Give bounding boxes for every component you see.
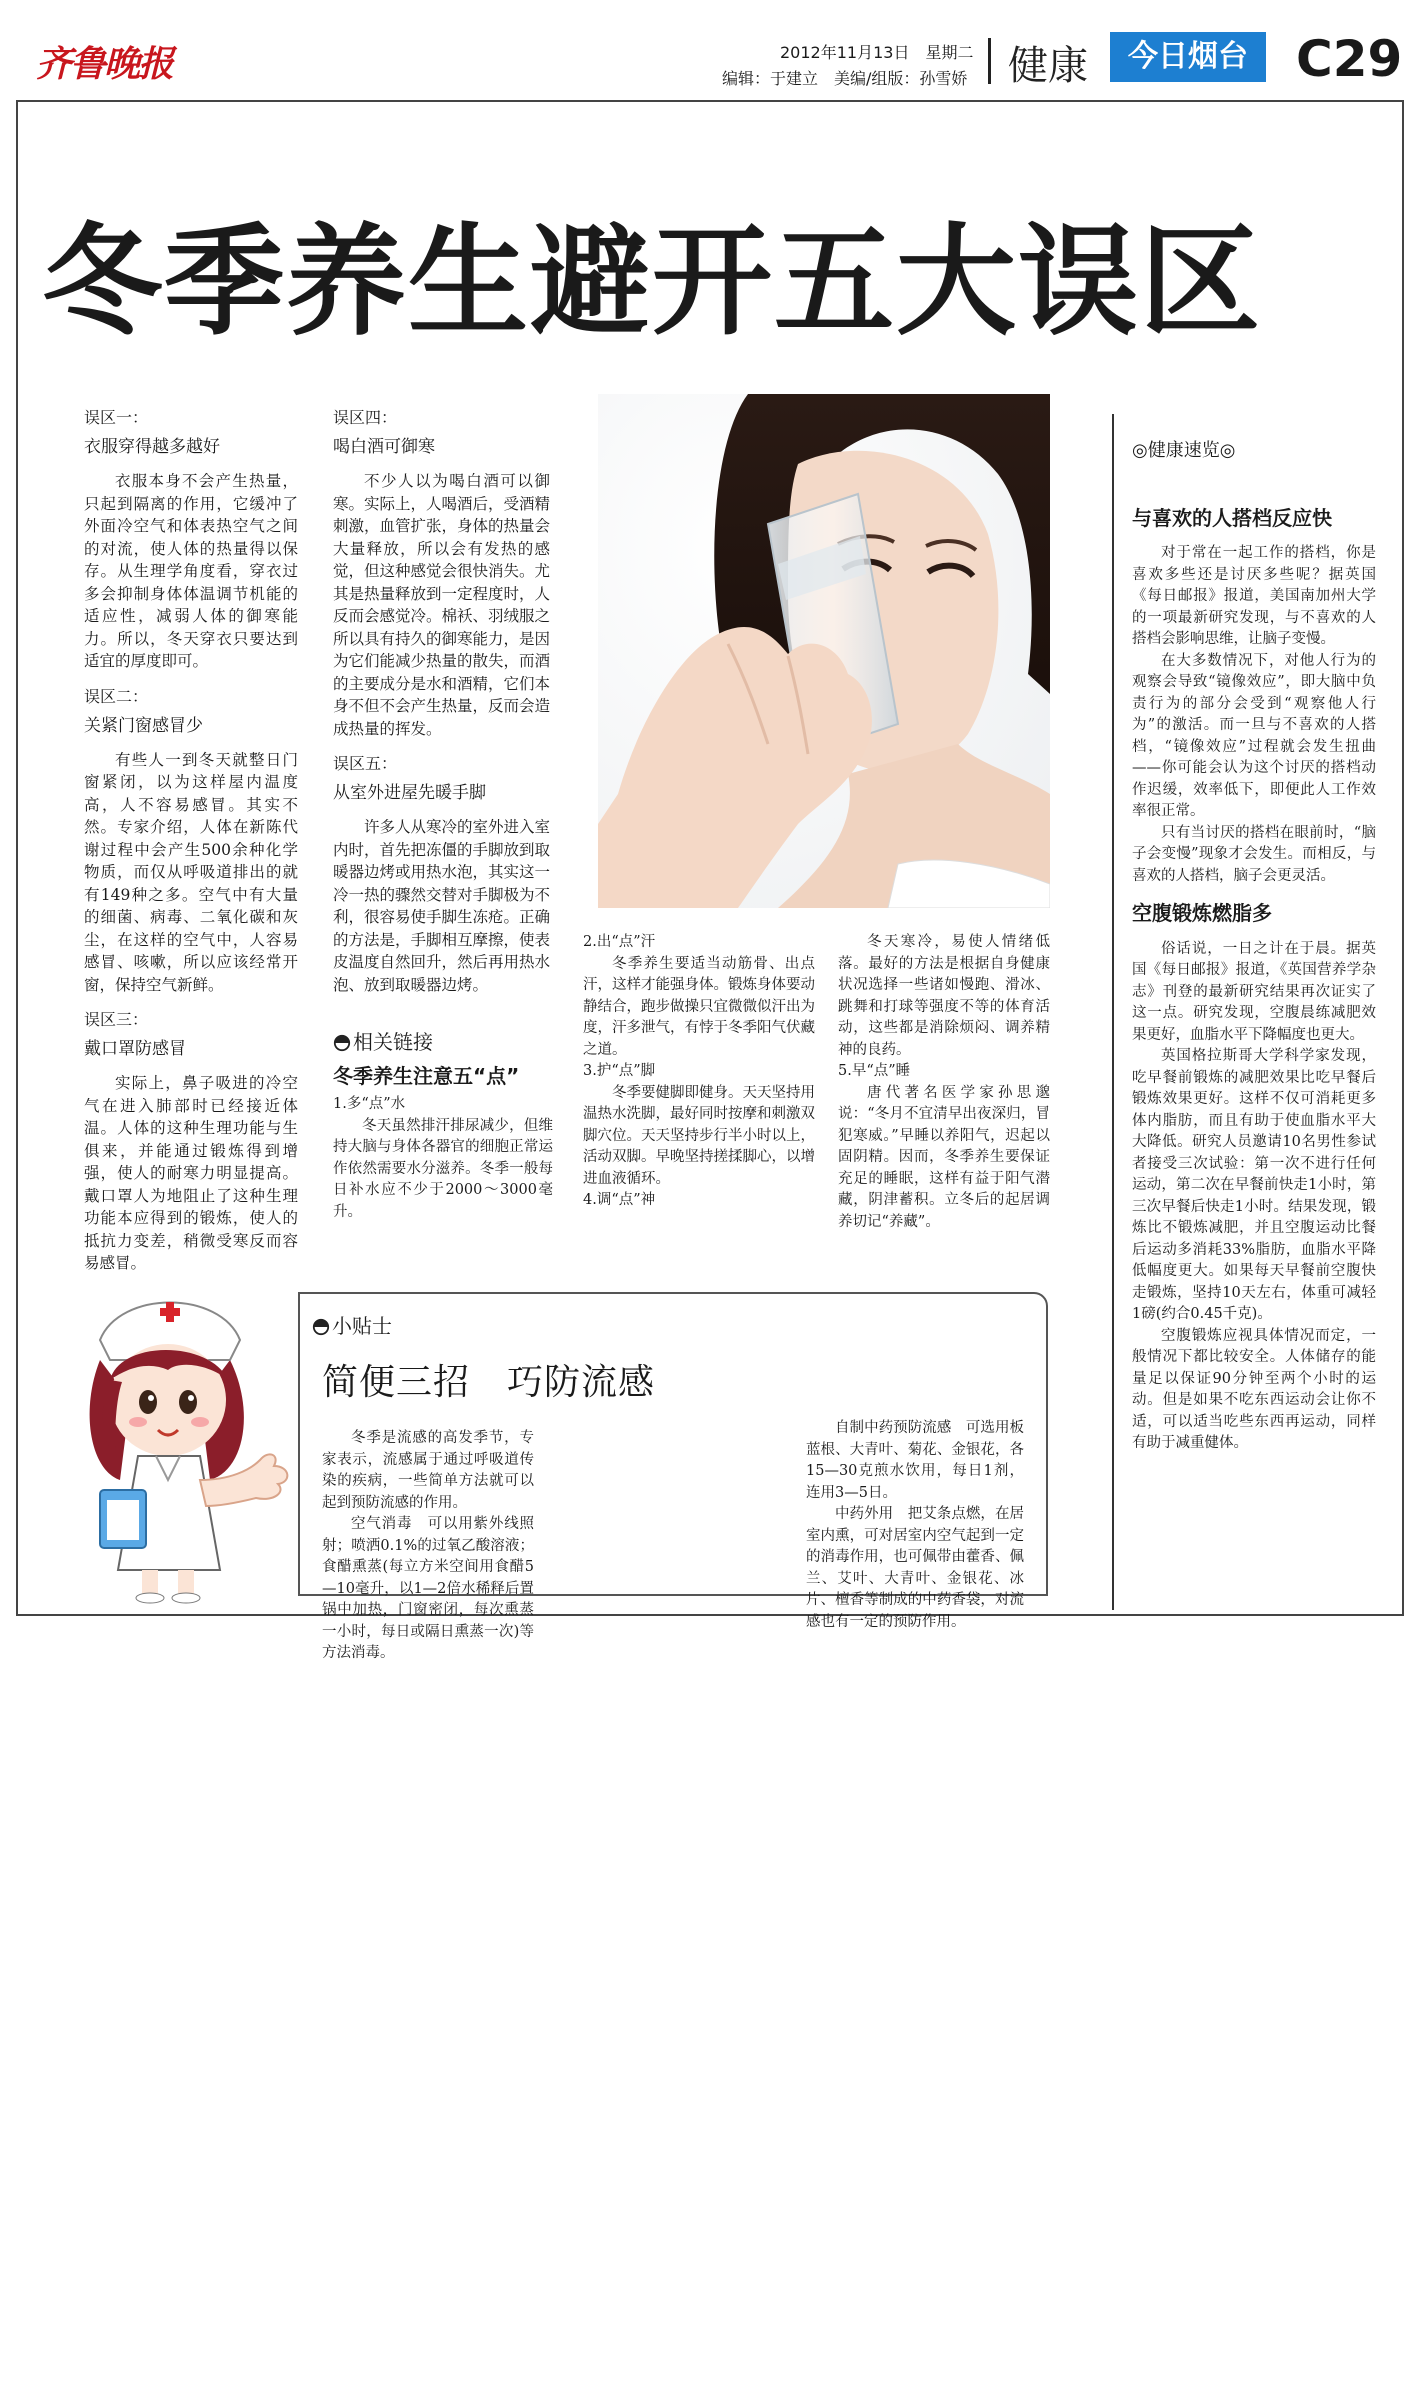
page-number: C29 bbox=[1296, 30, 1403, 88]
brief-1-title: 与喜欢的人搭档反应快 bbox=[1132, 505, 1332, 530]
tips-intro: 冬季是流感的高发季节，专家表示，流感属于通过呼吸道传染的疾病，一些简单方法就可以起到预防流感的作用。 bbox=[322, 1430, 534, 1511]
related-links-header bbox=[333, 1026, 563, 1055]
related-item-5-title: 5.早“点”睡 bbox=[838, 1063, 911, 1079]
tips-column-3 bbox=[806, 1418, 1024, 1633]
nurse-cartoon-icon bbox=[60, 1270, 296, 1604]
myth-2-title: 关紧门窗感冒少 bbox=[84, 715, 203, 736]
health-briefs-header: ◎健康速览◎ bbox=[1132, 440, 1236, 461]
related-item-5-body: 唐代著名医学家孙思邈说：“冬月不宜清早出夜深归，冒犯寒威。”早睡以养阳气，迟起以固阴精。因而，冬季养生要保证充足的睡眠，这样有益于阳气潜藏，阴津蓄积。立冬后的起居调养切记“养藏”。 bbox=[838, 1084, 1050, 1230]
brief-2-title: 空腹锻炼燃脂多 bbox=[1132, 901, 1272, 925]
edition-badge: 今日烟台 bbox=[1110, 32, 1266, 82]
brief-1-paragraph-3: 只有当讨厌的搭档在眼前时，“脑子会变慢”现象才会发生。而相反，与喜欢的人搭档，脑子会更灵活。 bbox=[1132, 824, 1376, 884]
related-items-4-5 bbox=[838, 932, 1050, 1233]
main-headline: 冬季养生避开五大误区 bbox=[42, 213, 1262, 352]
related-item-2-title: 2.出“点”汗 bbox=[583, 934, 656, 950]
myth-1-body: 衣服本身不会产生热量，只起到隔离的作用，它缓冲了外面冷空气和体表热空气之间的对流，使人体的热量得以保存。从生理学角度看，穿衣过多会抑制身体体温调节机能的适应性，减弱人体的御寒能力。所以，冬天穿衣只要达到适宜的厚度即可。 bbox=[84, 472, 298, 670]
tips-title: 简便三招 巧防流感 bbox=[322, 1362, 656, 1403]
half-circle-icon bbox=[312, 1318, 330, 1336]
related-item-3-title: 3.护“点”脚 bbox=[583, 1063, 656, 1079]
myth-3-label: 误区三： bbox=[84, 1010, 149, 1029]
related-item-4-title: 4.调“点”神 bbox=[583, 1192, 656, 1208]
myth-5-label: 误区五： bbox=[333, 754, 398, 773]
newspaper-masthead: 齐鲁晚报 bbox=[36, 43, 173, 85]
brief-1-paragraph-1: 对于常在一起工作的搭档，你是喜欢多些还是讨厌多些呢？据英国《每日邮报》报道，美国南加州大学的一项最新研究发现，与不喜欢的人搭档会影响思维，让脑子变慢。 bbox=[1132, 545, 1376, 647]
myth-3-title: 戴口罩防感冒 bbox=[84, 1039, 186, 1059]
woman-drinking-water-photo bbox=[598, 394, 1050, 908]
myths-column-2 bbox=[333, 406, 550, 996]
related-item-1 bbox=[333, 1094, 553, 1223]
myths-column-1 bbox=[84, 406, 298, 1275]
related-item-1-title: 1.多“点”水 bbox=[333, 1096, 406, 1112]
issue-date: 2012年11月13日 星期二 bbox=[780, 43, 974, 62]
related-item-4-body: 冬天寒冷，易使人情绪低落。最好的方法是根据自身健康状况选择一些诸如慢跑、滑冰、跳舞和打球等强度不等的体育活动，这些都是消除烦闷、调养精神的良药。 bbox=[838, 934, 1050, 1058]
brief-2-paragraph-3: 空腹锻炼应视具体情况而定，一般情况下都比较安全。人体储存的能量足以保证90分钟至两个小时的运动。但是如果不吃东西运动会让你不适，可以适当吃些东西再运动，同样有助于减重健体。 bbox=[1132, 1327, 1376, 1451]
related-item-1-body: 冬天虽然排汗排尿减少，但维持大脑与身体各器官的细胞正常运作依然需要水分滋养。冬季一般每日补水应不少于2000～3000毫升。 bbox=[333, 1117, 553, 1220]
related-item-3-body: 冬季要健脚即健身。天天坚持用温热水洗脚，最好同时按摩和刺激双脚穴位。天天坚持步行半小时以上，活动双脚。早晚坚持搓揉脚心，以增进血液循环。 bbox=[583, 1084, 815, 1187]
myth-1-title: 衣服穿得越多越好 bbox=[84, 437, 220, 457]
nurse-cartoon-illustration bbox=[60, 1270, 296, 1604]
tips-column-1 bbox=[322, 1428, 534, 1665]
brief-2-paragraph-2: 英国格拉斯哥大学科学家发现，吃早餐前锻炼的减肥效果比吃早餐后锻炼效果更好。这样不仅可消耗更多体内脂肪，而且有助于使血脂水平大大降低。研究人员邀请10名男性参试者接受三次试验：第一次不进行任何运动，第二次在早餐前快走1小时，第三次早餐后快走1小时。结果发现，锻炼比不锻炼减肥，并且空腹运动比餐后运动多消耗33%脂肪，血脂水平降低幅度更大。如果每天早餐前空腹快走锻炼，坚持10天左右，体重可减轻1磅(约合0.45千克)。 bbox=[1132, 1048, 1376, 1322]
brief-1-paragraph-2: 在大多数情况下，对他人行为的观察会导致“镜像效应”，即大脑中负责行为的部分会受到“观察他人行为”的激活。而一旦与不喜欢的人搭档，“镜像效应”过程就会发生扭曲——你可能会认为这个讨厌的搭档动作迟缓，效率低下，即便此人工作效率很正常。 bbox=[1132, 652, 1376, 819]
brief-2-paragraph-1: 俗话说，一日之计在于晨。据英国《每日邮报》报道，《英国营养学杂志》刊登的最新研究结果再次证实了这一点。研究发现，空腹晨练减肥效果更好，血脂水平下降幅度也更大。 bbox=[1132, 940, 1376, 1043]
myth-2-body: 有些人一到冬天就整日门窗紧闭，以为这样屋内温度高，人不容易感冒。其实不然。专家介绍，人体在新陈代谢过程中会产生500余种化学物质，而仅从呼吸道排出的就有149种之多。空气中有大量的细菌、病毒、二氧化碳和灰尘，在这样的空气中，人容易感冒、咳嗽，所以应该经常开窗，保持空气新鲜。 bbox=[84, 750, 298, 994]
myth-5-title: 从室外进屋先暖手脚 bbox=[333, 783, 486, 803]
myth-5-body: 许多人从寒冷的室外进入室内时，首先把冻僵的手脚放到取暖器边烤或用热水泡，其实这一冷一热的骤然交替对手脚极为不利，很容易使手脚生冻疮。正确的方法是，手脚相互摩擦，使表皮温度自然回升，然后再用热水泡、放到取暖器边烤。 bbox=[333, 818, 551, 994]
tip-external-body: 把艾条点燃，在居室内熏，可对居室内空气起到一定的消毒作用，也可佩带由藿香、佩兰、艾叶、大青叶、金银花、冰片、檀香等制成的中药香袋，对流感也有一定的预防作用。 bbox=[806, 1506, 1025, 1630]
myth-3-body: 实际上，鼻子吸进的冷空气在进入肺部时已经接近体温。人体的这种生理功能与生俱来，并能通过锻炼得到增强，使人的耐寒力明显提高。戴口罩人为地阻止了这种生理功能本应得到的锻炼，使人的抵抗力变差，稍微受寒反而容易感冒。 bbox=[84, 1074, 298, 1272]
section-name: 健康 bbox=[1008, 43, 1088, 89]
related-items-2-4 bbox=[583, 932, 815, 1212]
related-links-label: 相关链接 bbox=[353, 1030, 433, 1054]
tips-header bbox=[312, 1310, 392, 1339]
myth-4-label: 误区四： bbox=[333, 408, 398, 427]
tip-air-disinfection-lead: 空气消毒 bbox=[351, 1516, 413, 1532]
health-briefs-column bbox=[1132, 440, 1376, 1455]
right-column-divider bbox=[1112, 414, 1114, 1610]
tips-header-label: 小贴士 bbox=[332, 1314, 392, 1338]
tip-herbal-lead: 自制中药预防流感 bbox=[835, 1420, 952, 1436]
tip-external-lead: 中药外用 bbox=[835, 1506, 894, 1522]
myth-4-body: 不少人以为喝白酒可以御寒。实际上，人喝酒后，受酒精刺激，血管扩张，身体的热量会大量释放，所以会有发热的感觉，但这种感觉会很快消失。尤其是热量释放到一定程度时，人反而会感觉冷。棉袄、羽绒服之所以具有持久的御寒能力，是因为它们能减少热量的散失，而酒的主要成分是水和酒精，它们本身不但不会产生热量，反而会造成热量的挥发。 bbox=[333, 472, 551, 738]
tip-air-disinfection-body: 可以用紫外线照射；喷洒0.1%的过氧乙酸溶液；食醋熏蒸(每立方米空间用食醋5—10毫升，以1—2倍水稀释后置锅中加热，门窗密闭，每次熏蒸一小时，每日或隔日熏蒸一次)等方法消毒。 bbox=[322, 1516, 535, 1661]
editor-credits: 编辑：于建立 美编/组版：孙雪娇 bbox=[722, 69, 968, 88]
tip-herbal-body: 可选用板蓝根、大青叶、菊花、金银花，各15—30克煎水饮用，每日1剂，连用3—5日。 bbox=[806, 1420, 1025, 1501]
related-item-2-body: 冬季养生要适当动筋骨、出点汗，这样才能强身体。锻炼身体要动静结合，跑步做操只宜微微似汗出为度，汗多泄气，有悖于冬季阳气伏藏之道。 bbox=[583, 955, 815, 1058]
myth-2-label: 误区二： bbox=[84, 686, 149, 706]
half-circle-icon bbox=[333, 1034, 351, 1052]
related-links-title: 冬季养生注意五“点” bbox=[333, 1064, 520, 1088]
myth-4-title: 喝白酒可御寒 bbox=[333, 437, 435, 457]
photo-illustration bbox=[598, 394, 1050, 908]
header-divider bbox=[988, 38, 991, 84]
myth-1-label: 误区一： bbox=[84, 408, 149, 427]
